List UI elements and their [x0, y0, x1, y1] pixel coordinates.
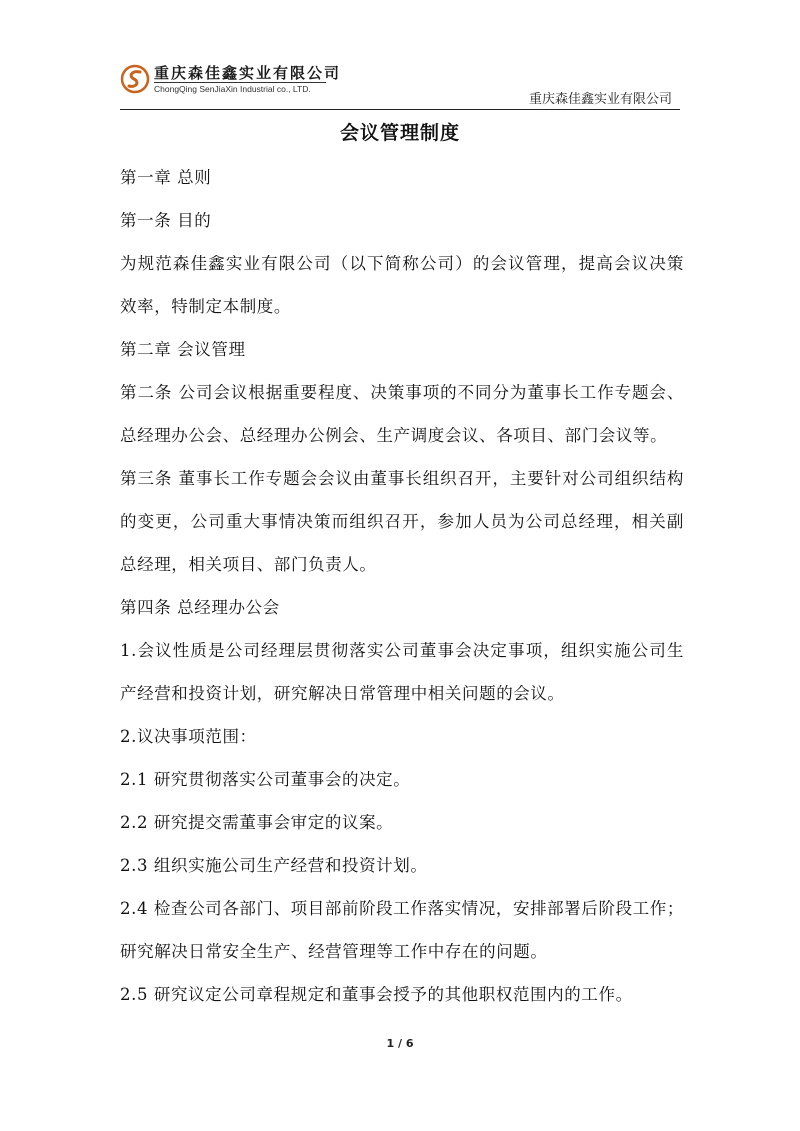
paragraph: 第二条 公司会议根据重要程度、决策事项的不同分为董事长工作专题会、总经理办公会、总经理办公例会、生产调度会议、各项目、部门会议等。 [120, 383, 684, 445]
list-item: 2.5 研究议定公司章程规定和董事会授予的其他职权范围内的工作。 [120, 985, 633, 1004]
company-logo-icon [120, 64, 150, 94]
paragraph: 为规范森佳鑫实业有限公司（以下简称公司）的会议管理，提高会议决策效率，特制定本制度。 [120, 254, 684, 316]
article-heading: 第一条 目的 [120, 211, 212, 230]
page-number: 1 / 6 [386, 1037, 414, 1050]
paragraph: 第三条 董事长工作专题会会议由董事长组织召开，主要针对公司组织结构的变更，公司重大事情决策而组织召开，参加人员为公司总经理，相关副总经理，相关项目、部门负责人。 [120, 469, 684, 574]
logo-chinese-name: 重庆森佳鑫实业有限公司 [154, 64, 342, 82]
chapter-heading: 第一章 总则 [120, 168, 212, 187]
list-item: 2.议决事项范围： [120, 727, 257, 746]
article-heading: 第四条 总经理办公会 [120, 598, 280, 617]
chapter-heading: 第二章 会议管理 [120, 340, 246, 359]
list-item: 2.3 组织实施公司生产经营和投资计划。 [120, 856, 428, 875]
document-title: 会议管理制度 [339, 122, 460, 144]
company-logo [120, 62, 342, 98]
list-item: 1.会议性质是公司经理层贯彻落实公司董事会决定事项，组织实施公司生产经营和投资计划，研究解决日常管理中相关问题的会议。 [120, 641, 684, 703]
header-divider [120, 109, 680, 110]
logo-divider [154, 82, 326, 83]
list-item: 2.4 检查公司各部门、项目部前阶段工作落实情况，安排部署后阶段工作；研究解决日常安全生产、经营管理等工作中存在的问题。 [120, 899, 684, 961]
list-item: 2.2 研究提交需董事会审定的议案。 [120, 813, 394, 832]
logo-english-name: ChongQing SenJiaXin Industrial co., LTD. [154, 84, 311, 94]
page-header [0, 0, 800, 110]
list-item: 2.1 研究贯彻落实公司董事会的决定。 [120, 770, 411, 789]
header-company-name: 重庆森佳鑫实业有限公司 [528, 92, 672, 107]
document-body [120, 156, 684, 1016]
